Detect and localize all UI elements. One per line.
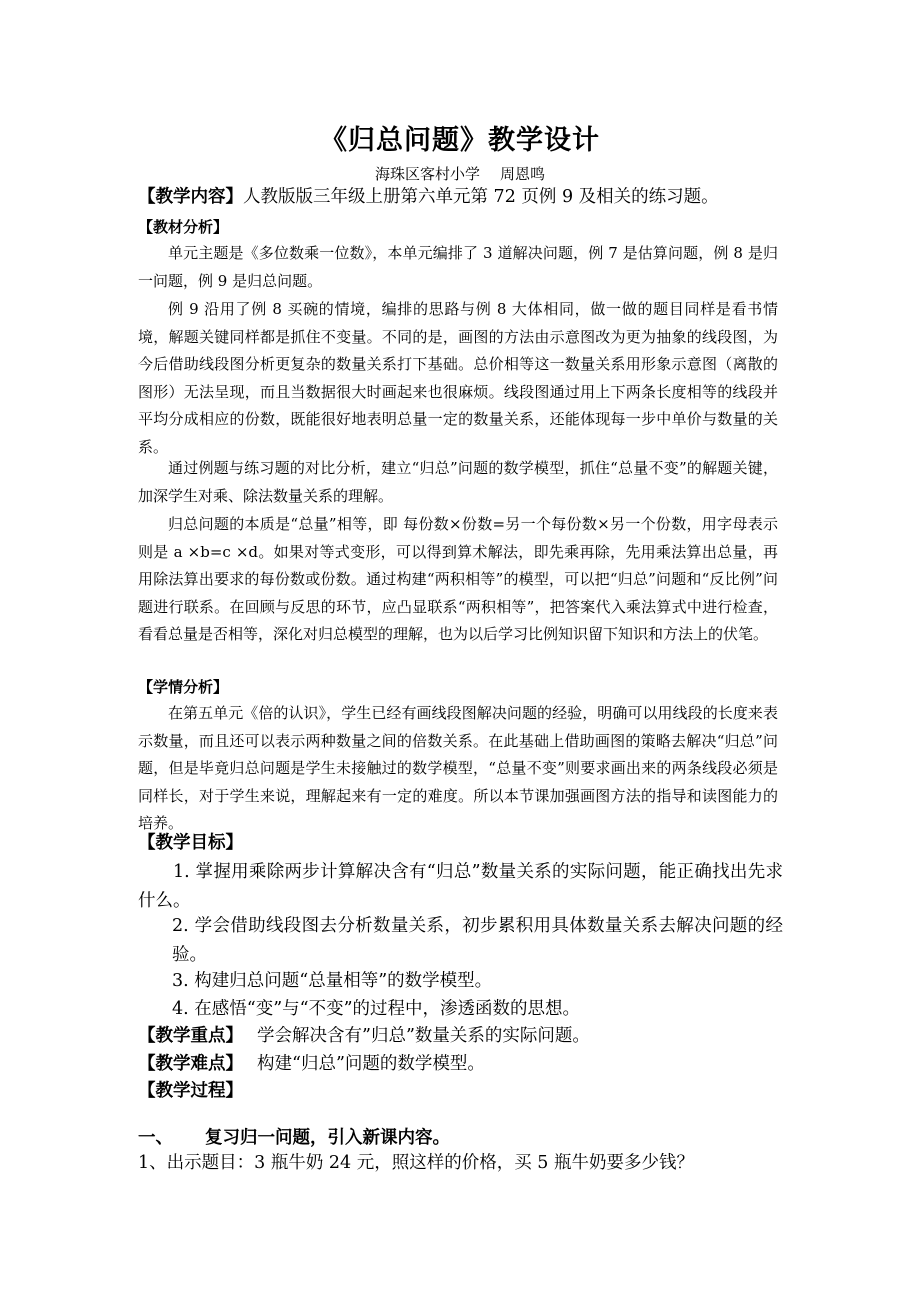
key-point: [138, 1025, 590, 1047]
key-point-text: 学会解决含有”归总”数量关系的实际问题。: [257, 1026, 590, 1046]
section-1-text: 复习归一问题，引入新课内容。: [205, 1128, 450, 1148]
goal-item-3: 3. 构建归总问题“总量相等”的数学模型。: [172, 971, 493, 991]
analysis-heading: 【教材分析】: [138, 218, 229, 236]
difficulty: [138, 1053, 485, 1075]
teaching-content-text: 人教版版三年级上册第六单元第 72 页例 9 及相关的练习题。: [243, 187, 719, 207]
teaching-content: [138, 186, 719, 208]
author-school: 海珠区客村小学: [374, 165, 480, 183]
key-point-label: 【教学重点】: [138, 1026, 243, 1046]
goal-item-2: 2. 学会借助线段图去分析数量关系，初步累积用具体数量关系去解决问题的经验。: [172, 916, 783, 965]
difficulty-text: 构建“归总”问题的数学模型。: [257, 1054, 485, 1074]
author-line: [0, 163, 920, 184]
section-1-heading: [138, 1127, 450, 1149]
difficulty-label: 【教学难点】: [138, 1054, 243, 1074]
student-analysis-paragraph: 在第五单元《倍的认识》，学生已经有画线段图解决问题的经验，明确可以用线段的长度来表示数量，而且还可以表示两种数量之间的倍数关系。在此基础上借助画图的策略去解决“归总”问题，但是毕竟归总问题是学生未接触过的数学模型，“总量不变”则要求画出来的两条线段必须是同样长，对于学生来说，理解起来有一定的难度。所以本节课加强画图方法的指导和读图能力的培养。: [138, 704, 778, 833]
student-analysis-heading: 【学情分析】: [138, 678, 229, 696]
analysis-paragraph-1: 单元主题是《多位数乘一位数》，本单元编排了 3 道解决问题，例 7 是估算问题，例 8 是归一问题，例 9 是归总问题。: [138, 244, 778, 290]
goals-heading: 【教学目标】: [138, 833, 243, 853]
analysis-paragraph-2: 例 9 沿用了例 8 买碗的情境，编排的思路与例 8 大体相同，做一做的题目同样是看书情境，解题关键同样都是抓住不变量。不同的是，画图的方法由示意图改为更为抽象的线段图，为今后借助线段图分析更复杂的数量关系打下基础。总价相等这一数量关系用形象示意图（离散的图形）无法呈现，而且当数据很大时画起来也很麻烦。线段图通过用上下两条长度相等的线段并平均分成相应的份数，既能很好地表明总量一定的数量关系，还能体现每一步中单价与数量的关系。: [138, 300, 778, 456]
document-title: 《归总问题》教学设计: [320, 125, 600, 156]
goal-item-1: 1. 掌握用乘除两步计算解决含有“归总”数量关系的实际问题，能正确找出先求什么。: [138, 862, 783, 911]
exercise-item-1: 1、出示题目：3 瓶牛奶 24 元，照这样的价格，买 5 瓶牛奶要多少钱？: [138, 1153, 694, 1173]
analysis-paragraph-3: 通过例题与练习题的对比分析，建立“归总”问题的数学模型，抓住“总量不变”的解题关键，加深学生对乘、除法数量关系的理解。: [138, 459, 778, 505]
section-1-number: 一、: [138, 1128, 173, 1148]
teaching-content-label: 【教学内容】: [138, 187, 243, 207]
analysis-paragraph-4: 归总问题的本质是“总量”相等，即 每份数×份数=另一个每份数×另一个份数，用字母表示则是 a ×b=c ×d。如果对等式变形，可以得到算术解法，即先乘再除，先用乘法算出总量，再用除法算出要求的每份数或份数。通过构建“两积相等”的模型，可以把“归总”问题和“反比例”问题进行联系。在回顾与反思的环节，应凸显联系“两积相等”，把答案代入乘法算式中进行检查，看看总量是否相等，深化对归总模型的理解，也为以后学习比例知识留下知识和方法上的伏笔。: [138, 515, 778, 644]
author-name: 周恩鸣: [500, 165, 546, 183]
goal-item-4: 4. 在感悟“变”与“不变”的过程中，渗透函数的思想。: [172, 999, 581, 1019]
process-heading: 【教学过程】: [138, 1081, 243, 1101]
